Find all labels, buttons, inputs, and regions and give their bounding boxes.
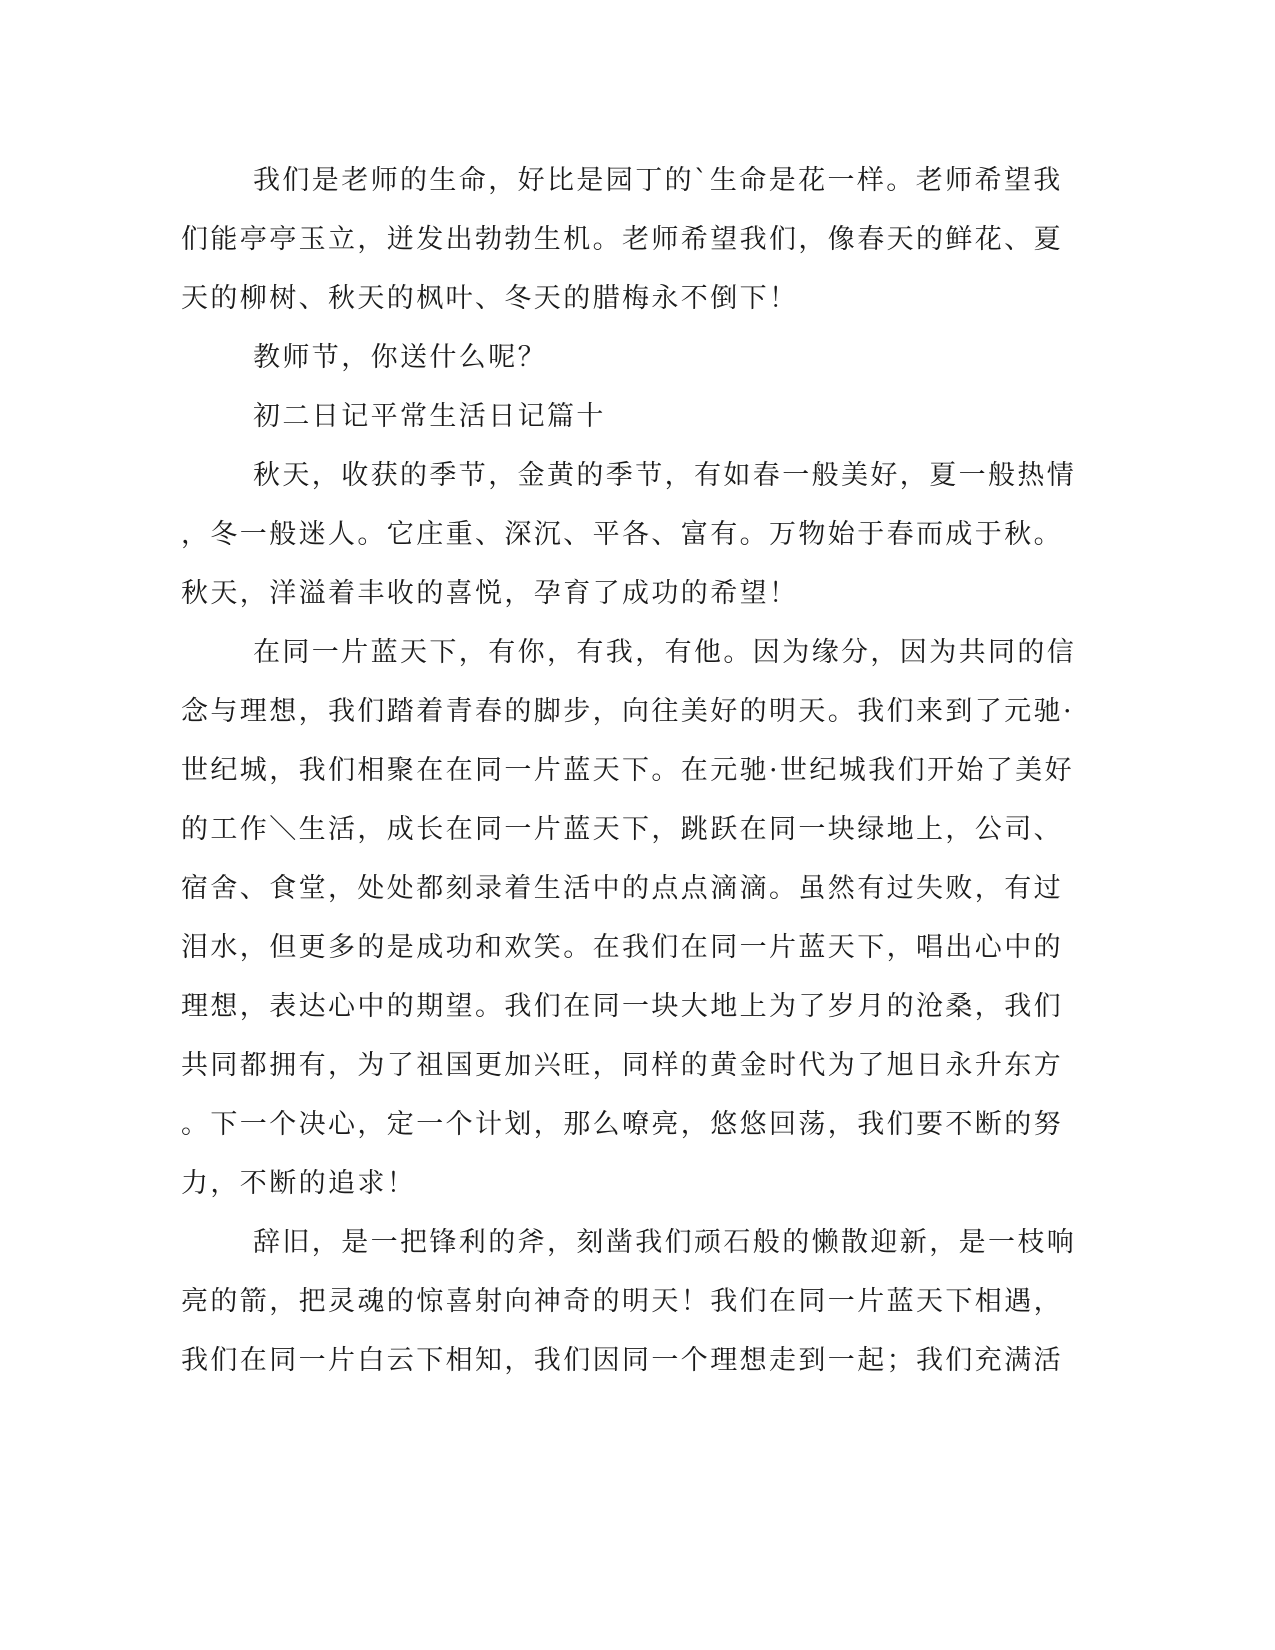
text-line: 理想，表达心中的期望。我们在同一块大地上为了岁月的沧桑，我们 <box>181 991 1063 1022</box>
text-line: 秋天，收获的季节，金黄的季节，有如春一般美好，夏一般热情 <box>253 460 1077 491</box>
text-line: 我们在同一片白云下相知，我们因同一个理想走到一起；我们充满活 <box>181 1345 1063 1376</box>
text-line: 的工作＼生活，成长在同一片蓝天下，跳跃在同一块绿地上，公司、 <box>181 814 1063 845</box>
text-line: 亮的箭，把灵魂的惊喜射向神奇的明天！我们在同一片蓝天下相遇， <box>181 1286 1063 1317</box>
text-line: 泪水，但更多的是成功和欢笑。在我们在同一片蓝天下，唱出心中的 <box>181 932 1063 963</box>
text-line: 世纪城，我们相聚在在同一片蓝天下。在元驰·世纪城我们开始了美好 <box>181 755 1074 786</box>
text-line: 初二日记平常生活日记篇十 <box>253 401 606 432</box>
text-line: 秋天，洋溢着丰收的喜悦，孕育了成功的希望！ <box>181 578 799 609</box>
text-line: ，冬一般迷人。它庄重、深沉、平各、富有。万物始于春而成于秋。 <box>181 519 1063 550</box>
text-line: 。下一个决心，定一个计划，那么嘹亮，悠悠回荡，我们要不断的努 <box>181 1109 1063 1140</box>
text-line: 们能亭亭玉立，迸发出勃勃生机。老师希望我们，像春天的鲜花、夏 <box>181 224 1063 255</box>
text-line: 我们是老师的生命，好比是园丁的`生命是花一样。老师希望我 <box>253 165 1063 196</box>
text-line: 天的柳树、秋天的枫叶、冬天的腊梅永不倒下！ <box>181 283 799 314</box>
text-line: 在同一片蓝天下，有你，有我，有他。因为缘分，因为共同的信 <box>253 637 1077 668</box>
text-line: 宿舍、食堂，处处都刻录着生活中的点点滴滴。虽然有过失败，有过 <box>181 873 1063 904</box>
text-line: 共同都拥有，为了祖国更加兴旺，同样的黄金时代为了旭日永升东方 <box>181 1050 1063 1081</box>
text-line: 辞旧，是一把锋利的斧，刻凿我们顽石般的懒散迎新，是一枝响 <box>253 1227 1077 1258</box>
text-line: 教师节，你送什么呢？ <box>253 342 547 373</box>
text-line: 力，不断的追求！ <box>181 1168 417 1199</box>
text-line: 念与理想，我们踏着青春的脚步，向往美好的明天。我们来到了元驰· <box>181 696 1074 727</box>
